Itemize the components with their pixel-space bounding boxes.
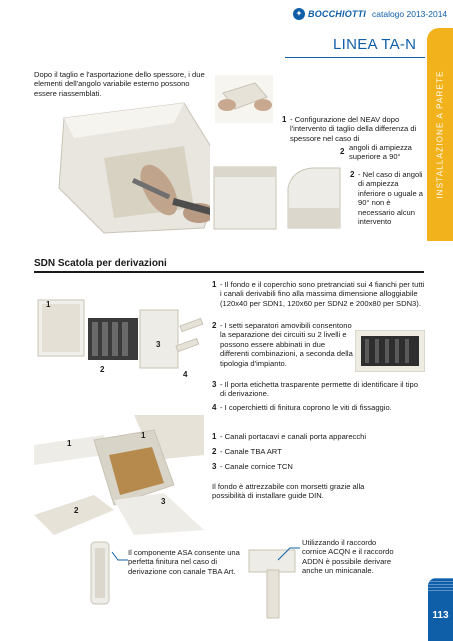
page-tab-stripes bbox=[428, 578, 453, 592]
canali-item2-num: 2 bbox=[212, 447, 217, 456]
sdn-photo-label-1: 1 bbox=[46, 300, 51, 309]
neav-item1-num: 1 bbox=[282, 115, 287, 124]
neav-item1-text: - Configurazione del NEAV dopo l'intervento di taglio della differenza di spessore nel caso di bbox=[290, 115, 417, 143]
junction-label-1a: 1 bbox=[141, 431, 146, 440]
sdn-item1-num: 1 bbox=[212, 280, 217, 289]
canali-item3-text: - Canale cornice TCN bbox=[220, 462, 293, 471]
canali-item2-text: - Canale TBA ART bbox=[220, 447, 282, 456]
canali-item1-text: - Canali portacavi e canali porta apparecchi bbox=[220, 432, 367, 441]
sdn-photo-label-2: 2 bbox=[100, 365, 105, 374]
brand-name: BOCCHIOTTI bbox=[308, 9, 366, 19]
brand-logo-icon: ✦ bbox=[293, 8, 305, 20]
page-number: 113 bbox=[432, 610, 449, 621]
sdn-photo-label-3: 3 bbox=[156, 340, 161, 349]
canali-item1-num: 1 bbox=[212, 432, 217, 441]
section-title: LINEA TA-N bbox=[333, 36, 417, 53]
sidebar-label: INSTALLAZIONE A PARETE bbox=[435, 70, 445, 199]
sdn-item4-num: 4 bbox=[212, 403, 217, 412]
junction-label-2: 2 bbox=[74, 506, 79, 515]
neav-item2-text: - Nel caso di angoli di ampiezza inferiore o uguale a 90° non è necessario alcun intervento bbox=[358, 170, 424, 227]
sdn-item3-text: - Il porta etichetta trasparente permette di identificare il tipo di derivazione. bbox=[220, 380, 418, 399]
canali-item3-num: 3 bbox=[212, 462, 217, 471]
sdn-item2-num: 2 bbox=[212, 321, 217, 330]
neav-photo-label-2: 2 bbox=[340, 147, 345, 156]
sdn-item3-num: 3 bbox=[212, 380, 217, 389]
sdn-item4-text: - I coperchietti di finitura coprono le viti di fissaggio. bbox=[220, 403, 392, 412]
asa-text: Il componente ASA consente una perfetta finitura nel caso di derivazione con canale TBA Art. bbox=[128, 548, 240, 576]
sdn-title: SDN Scatola per derivazioni bbox=[34, 258, 167, 269]
sdn-item2-text: - I setti separatori amovibili consentono la separazione dei circuiti su 2 livelli e possono essere abbinati in due differenti combinazioni, a seconda della tipologia d'impianto. bbox=[220, 321, 353, 368]
sdn-photo-label-4: 4 bbox=[183, 370, 188, 379]
neav-item2-num: 2 bbox=[350, 170, 355, 179]
catalog-label: catalogo 2013-2014 bbox=[372, 9, 448, 19]
junction-label-3: 3 bbox=[161, 497, 166, 506]
neav-item1-text-cont: angoli di ampiezza superiore a 90° bbox=[349, 143, 412, 162]
canali-note: Il fondo è attrezzabile con morsetti grazie alla possibilità di installare guide DIN. bbox=[212, 482, 365, 501]
sdn-item1-text: - Il fondo e il coperchio sono pretranciati sui 4 fianchi per tutti i canali derivabili fino alla massima dimensione alloggiabile (120x40 per SDN1, 120x60 per SDN2 e 200x80 per SDN3). bbox=[220, 280, 425, 308]
junction-label-1b: 1 bbox=[67, 439, 72, 448]
intro-text: Dopo il taglio e l'asportazione dello spessore, i due elementi dell'angolo variabile esterno possono essere riassemblati. bbox=[34, 70, 205, 98]
acqn-text: Utilizzando il raccordo cornice ACQN e il raccordo ADDN è possibile derivare anche un minicanale. bbox=[302, 538, 394, 576]
